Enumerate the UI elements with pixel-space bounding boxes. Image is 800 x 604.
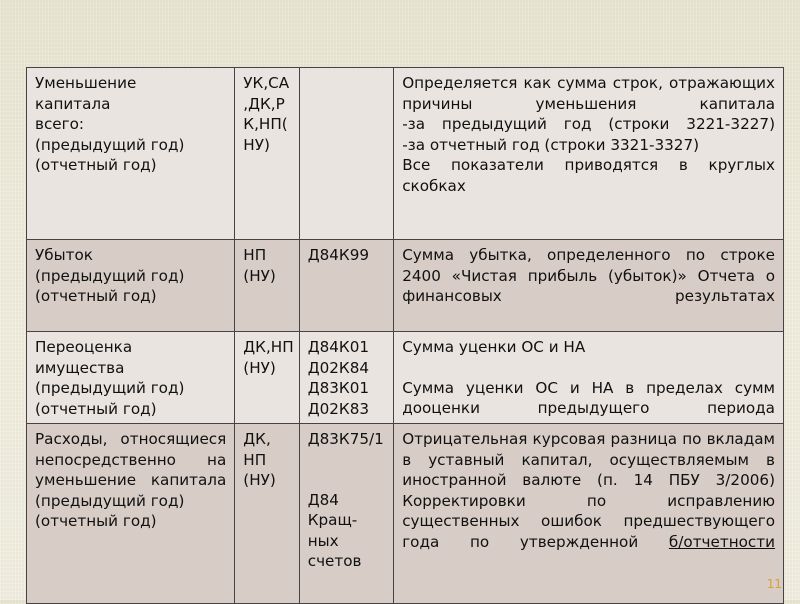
- cell-text-line: Д83К75/1: [307, 430, 384, 448]
- description-text: Расходы, относящиеся непосредственно на уменьшение капитала: [35, 430, 227, 489]
- cell-text-line: Д84К99: [307, 246, 370, 264]
- cell-entries: [299, 332, 393, 424]
- spacer: [308, 450, 385, 490]
- cell-text-line: (отчетный год): [35, 156, 157, 174]
- cell-text-line: всего:: [35, 115, 85, 133]
- cell-text-line: (предыдущий год): [35, 379, 185, 397]
- spacer: [402, 358, 775, 378]
- cell-codes: [235, 424, 299, 604]
- cell-indicator: [27, 424, 235, 604]
- cell-indicator: [27, 68, 235, 240]
- cell-text-line: Д02К83: [307, 399, 370, 418]
- cell-text-line: (предыдущий год): [35, 491, 185, 510]
- description-text: Все показатели приводятся в круглых скобках: [402, 156, 775, 195]
- cell-indicator: [27, 332, 235, 424]
- cell-entries: [299, 240, 393, 332]
- cell-text-line: Д83К01: [307, 379, 370, 397]
- cell-text-line: ДК,НП: [243, 338, 294, 356]
- cell-text-line: Уменьшение: [35, 74, 137, 92]
- cell-text-line: ДК,: [243, 430, 271, 448]
- description-text: Сумма уценки ОС и НА: [402, 338, 586, 356]
- description-text-underlined: б/отчетности: [668, 532, 775, 551]
- description-text: [402, 491, 775, 553]
- cell-text-line: Кращ-ных: [307, 511, 358, 550]
- cell-text-line: Переоценка: [35, 338, 133, 356]
- description-text: -за предыдущий год (строки 3221-3227): [402, 115, 775, 133]
- cell-text-line: (отчетный год): [35, 287, 157, 305]
- cell-text-line: ,ДК,Р: [243, 94, 285, 113]
- cell-text-line: НУ): [243, 135, 270, 154]
- table-row: [27, 332, 784, 424]
- cell-description: [394, 332, 784, 424]
- description-text-part: Корректировки по исправлению существенных ошибок предшествующего года по утвержденной: [402, 491, 775, 551]
- cell-description: [394, 68, 784, 240]
- cell-text-line: НП: [243, 246, 267, 264]
- cell-text-line: Д84: [307, 490, 339, 509]
- cell-text-line: капитала: [35, 94, 111, 113]
- cell-codes: [235, 240, 299, 332]
- cell-codes: [235, 68, 299, 240]
- description-text: Сумма убытка, определенного по строке 2400 «Чистая прибыль (убыток)» Отчета о финансовых результатах: [402, 246, 775, 305]
- cell-text-line: (НУ): [243, 471, 276, 489]
- cell-text-line: (отчетный год): [35, 512, 157, 530]
- description-text: Определяется как сумма строк, отражающих причины уменьшения капитала: [402, 74, 775, 113]
- cell-text-line: (предыдущий год): [35, 266, 185, 285]
- cell-description: [394, 240, 784, 332]
- cell-text-line: (отчетный год): [35, 399, 157, 418]
- cell-text-line: счетов: [307, 552, 362, 570]
- page-number: 11: [766, 577, 782, 591]
- table-row: [27, 424, 784, 604]
- cell-text-line: Д02К84: [307, 358, 370, 377]
- description-text: -за отчетный год (строки 3321-3327): [402, 135, 700, 154]
- cell-entries: [299, 424, 393, 604]
- table-row: [27, 68, 784, 240]
- cell-text-line: УК,СА: [243, 74, 290, 92]
- description-text: Сумма уценки ОС и НА в пределах сумм дооценки предыдущего периода: [402, 378, 775, 417]
- cell-text-line: Убыток: [35, 246, 93, 264]
- cell-entries: [299, 68, 393, 240]
- cell-codes: [235, 332, 299, 424]
- cell-indicator: [27, 240, 235, 332]
- description-text: Отрицательная курсовая разница по вкладам в уставный капитал, осуществляемым в иностранной валюте (п. 14 ПБУ 3/2006): [402, 430, 775, 489]
- table-row: [27, 240, 784, 332]
- cell-text-line: (НУ): [243, 358, 276, 377]
- info-table: [26, 67, 784, 604]
- cell-text-line: Д84К01: [307, 338, 370, 356]
- cell-text-line: (НУ): [243, 266, 276, 285]
- cell-text-line: (предыдущий год): [35, 135, 185, 154]
- cell-text-line: НП: [243, 450, 267, 469]
- cell-text-line: имущества: [35, 358, 125, 377]
- cell-description: [394, 424, 784, 604]
- cell-text-line: К,НП(: [243, 115, 288, 133]
